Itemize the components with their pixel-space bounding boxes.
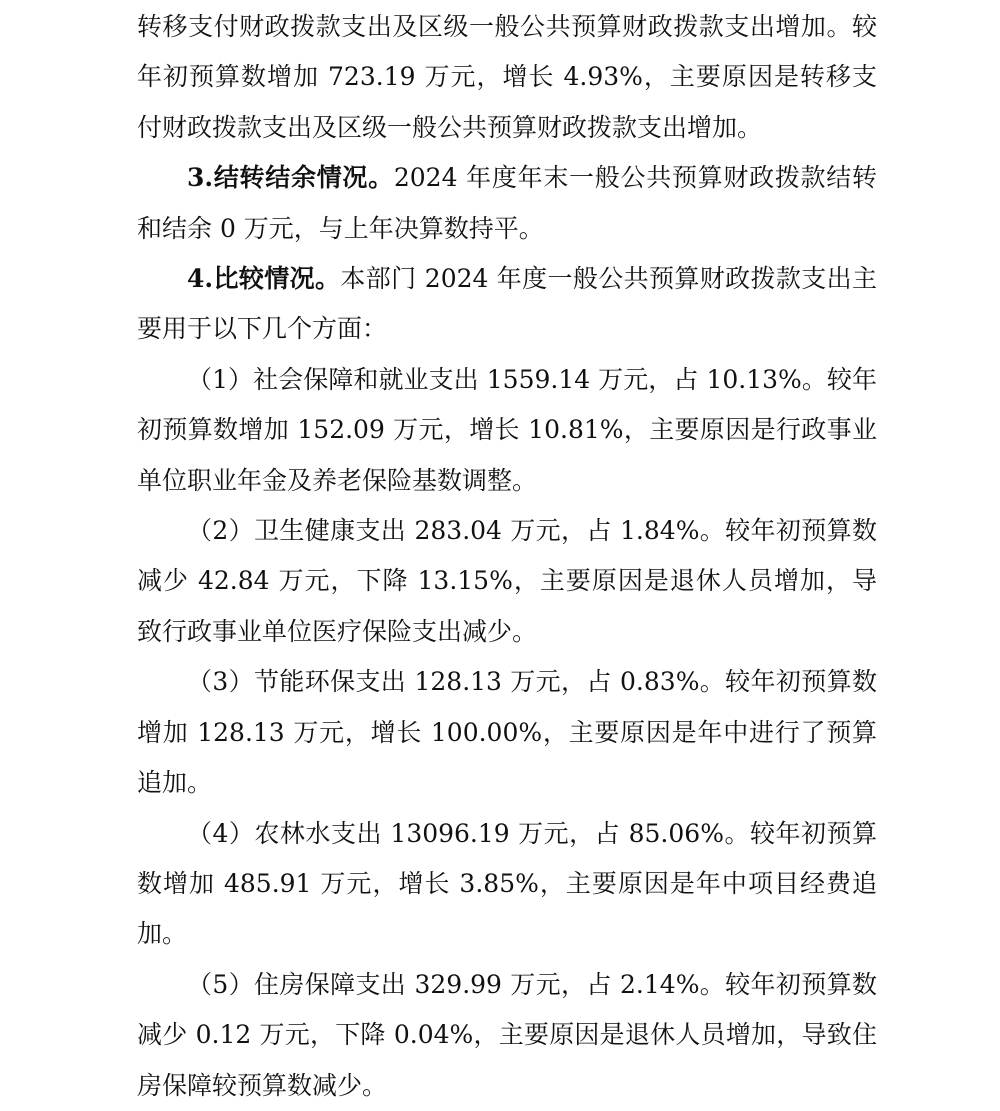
paragraph-section-3 (137, 153, 877, 254)
paragraph-text: 转移支付财政拨款支出及区级一般公共预算财政拨款支出增加。较年初预算数增加 723.19 万元，增长 4.93%，主要原因是转移支付财政拨款支出及区级一般公共预算财政拨款支出增加。 (137, 12, 877, 142)
section-heading: 3.结转结余情况。 (187, 163, 394, 193)
paragraph-text: （2）卫生健康支出 283.04 万元，占 1.84%。较年初预算数减少 42.84 万元，下降 13.15%，主要原因是退休人员增加，导致行政事业单位医疗保险支出减少。 (137, 516, 877, 646)
paragraph-item-1 (137, 355, 877, 506)
paragraph-item-2 (137, 506, 877, 657)
paragraph-text: （3）节能环保支出 128.13 万元，占 0.83%。较年初预算数增加 128.13 万元，增长 100.00%，主要原因是年中进行了预算追加。 (137, 667, 877, 798)
paragraph-text: （1）社会保障和就业支出 1559.14 万元，占 10.13%。较年初预算数增加 152.09 万元，增长 10.81%，主要原因是行政事业单位职业年金及养老保险基数调整。 (137, 364, 877, 495)
paragraph-text: 2024 年度年末一般公共预算财政拨款结转和结余 0 万元，与上年决算数持平。 (137, 163, 877, 243)
paragraph-item-5 (137, 960, 877, 1111)
paragraph-text: （5）住房保障支出 329.99 万元，占 2.14%。较年初预算数减少 0.12 万元，下降 0.04%，主要原因是退休人员增加，导致住房保障较预算数减少。 (137, 969, 877, 1100)
paragraph-item-3 (137, 657, 877, 808)
document-page (137, 0, 877, 1111)
paragraph-text: 本部门 2024 年度一般公共预算财政拨款支出主要用于以下几个方面： (137, 264, 877, 344)
paragraph-carryover (137, 2, 877, 153)
paragraph-text: （4）农林水支出 13096.19 万元，占 85.06%。较年初预算数增加 485.91 万元，增长 3.85%，主要原因是年中项目经费追加。 (137, 818, 877, 949)
paragraph-item-4 (137, 809, 877, 960)
section-heading: 4.比较情况。 (187, 264, 341, 294)
paragraph-section-4 (137, 254, 877, 355)
